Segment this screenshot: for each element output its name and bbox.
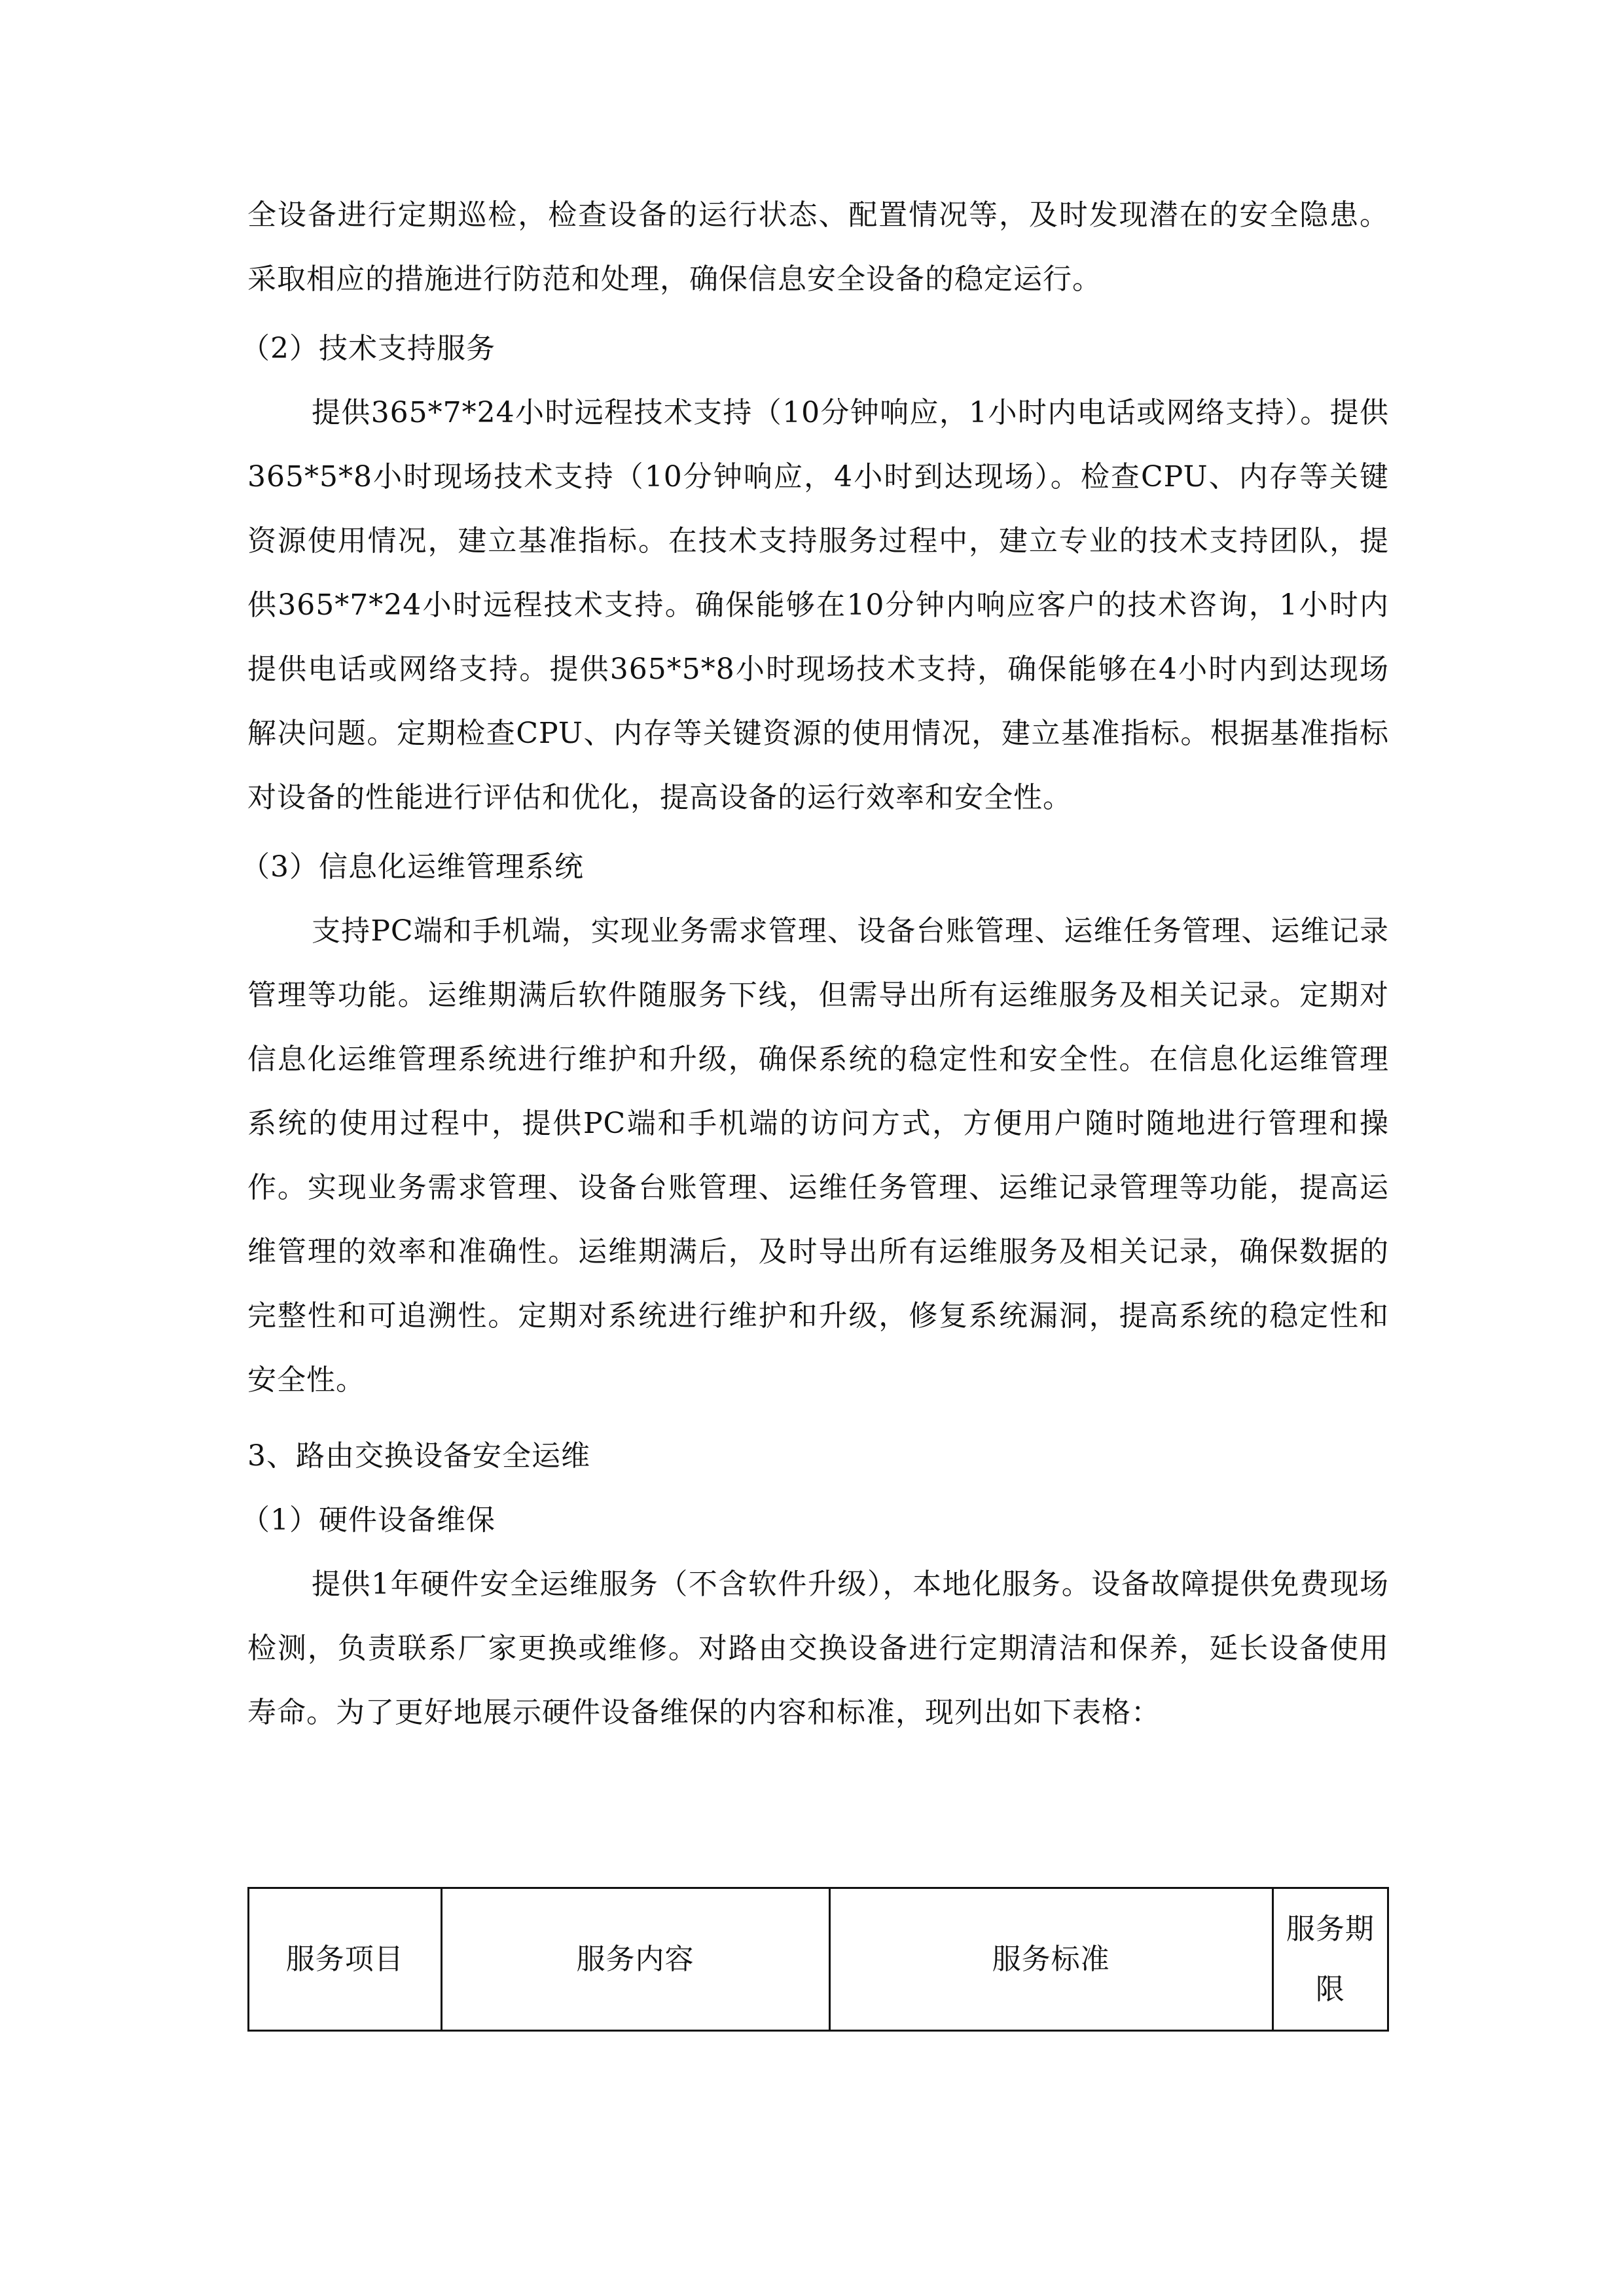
paragraph-hardware-maintenance: 提供1年硬件安全运维服务（不含软件升级），本地化服务。设备故障提供免费现场检测，负责联系厂家更换或维修。对路由交换设备进行定期清洁和保养，延长设备使用寿命。为了更好地展示硬件设备维保的内容和标准，现列出如下表格：: [247, 1568, 1389, 1729]
heading-ops-management-system: （3）信息化运维管理系统: [241, 850, 584, 884]
header-service-content: 服务内容: [441, 1888, 829, 2031]
heading-routing-switching: 3、路由交换设备安全运维: [247, 1439, 590, 1473]
heading-tech-support: （2）技术支持服务: [241, 332, 496, 365]
paragraph-security-inspection: 全设备进行定期巡检，检查设备的运行状态、配置情况等，及时发现潜在的安全隐患。采取相应的措施进行防范和处理，确保信息安全设备的稳定运行。: [247, 198, 1389, 296]
document-body: [241, 183, 1389, 1745]
header-service-standard: 服务标准: [829, 1888, 1272, 2031]
paragraph-ops-management-system: 支持PC端和手机端，实现业务需求管理、设备台账管理、运维任务管理、运维记录管理等功能。运维期满后软件随服务下线，但需导出所有运维服务及相关记录。定期对信息化运维管理系统进行维护和升级，确保系统的稳定性和安全性。在信息化运维管理系统的使用过程中，提供PC端和手机端的访问方式，方便用户随时随地进行管理和操作。实现业务需求管理、设备台账管理、运维任务管理、运维记录管理等功能，提高运维管理的效率和准确性。运维期满后，及时导出所有运维服务及相关记录，确保数据的完整性和可追溯性。定期对系统进行维护和升级，修复系统漏洞，提高系统的稳定性和安全性。: [247, 914, 1389, 1397]
paragraph-tech-support: 提供365*7*24小时远程技术支持（10分钟响应，1小时内电话或网络支持）。提供365*5*8小时现场技术支持（10分钟响应，4小时到达现场）。检查CPU、内存等关键资源使用情况，建立基准指标。在技术支持服务过程中，建立专业的技术支持团队，提供365*7*24小时远程技术支持。确保能够在10分钟内响应客户的技术咨询，1小时内提供电话或网络支持。提供365*5*8小时现场技术支持，确保能够在4小时内到达现场解决问题。定期检查CPU、内存等关键资源的使用情况，建立基准指标。根据基准指标对设备的性能进行评估和优化，提高设备的运行效率和安全性。: [247, 396, 1389, 814]
header-service-period: [1272, 1888, 1388, 2031]
heading-hardware-maintenance: （1）硬件设备维保: [241, 1503, 496, 1537]
table-header-row: [249, 1888, 1388, 2031]
header-service-item: 服务项目: [249, 1888, 442, 2031]
service-table: [247, 1887, 1389, 2032]
header-service-period-label: 服务期限: [1286, 1912, 1375, 2006]
